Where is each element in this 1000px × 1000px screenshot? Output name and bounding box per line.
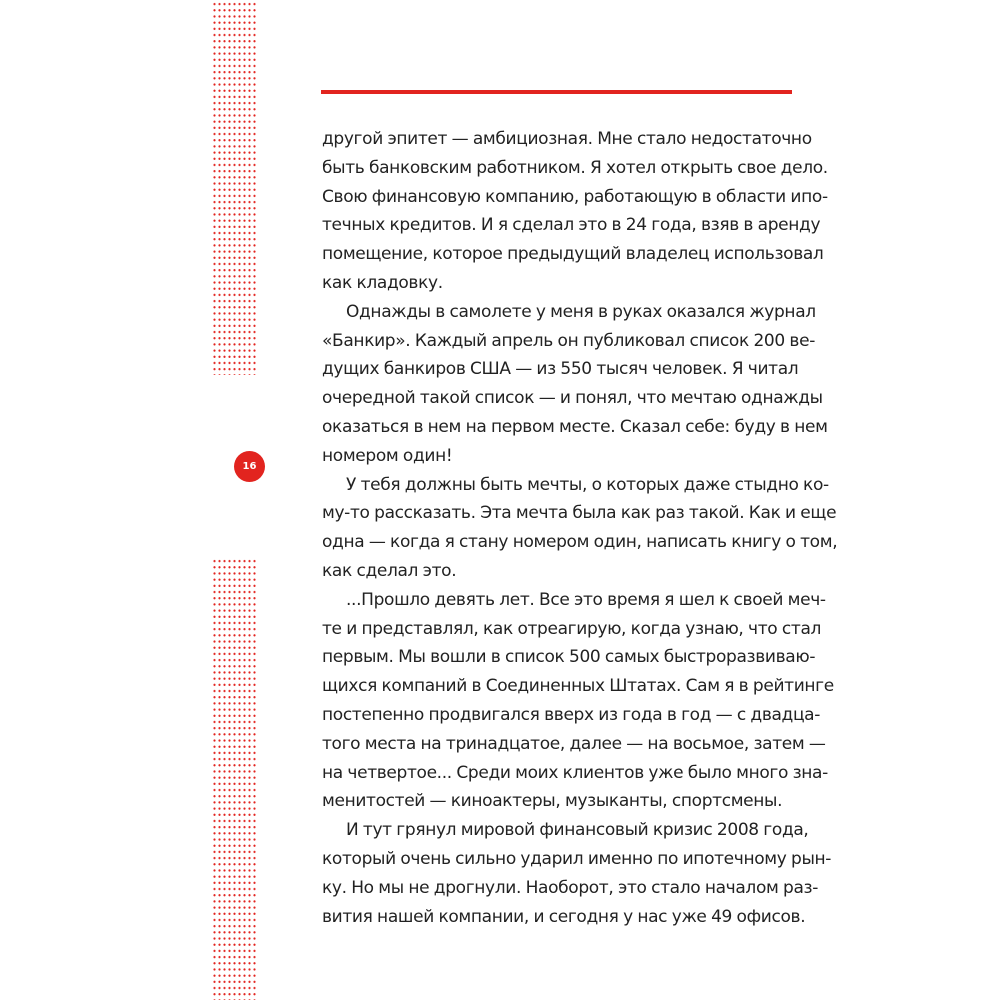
text-line: другой эпитет — амбициозная. Мне стало недостаточно <box>322 129 812 149</box>
paragraph <box>322 125 828 298</box>
text-line: номером один! <box>322 445 453 466</box>
header-rule <box>321 90 792 94</box>
text-line: который очень сильно ударил именно по ипотечному рын- <box>322 848 832 869</box>
text-line: как сделал это. <box>322 560 457 581</box>
page-number-badge: 16 <box>234 451 265 482</box>
body-text <box>322 125 838 931</box>
text-line: помещение, которое предыдущий владелец использовал <box>322 244 824 265</box>
text-line: как кладовку. <box>322 272 443 293</box>
text-line: того места на тринадцатое, далее — на восьмое, затем — <box>322 733 826 754</box>
text-line: быть банковским работником. Я хотел открыть свое дело. <box>322 157 828 178</box>
paragraph <box>322 586 834 816</box>
text-line: менитостей — киноактеры, музыканты, спортсмены. <box>322 791 783 812</box>
text-line: ...Прошло девять лет. Все это время я шел к своей меч- <box>346 589 826 610</box>
paragraph <box>322 816 832 931</box>
text-line: И тут грянул мировой финансовый кризис 2008 года, <box>346 820 809 841</box>
text-line: постепенно продвигался вверх из года в год — с двадца- <box>322 704 821 725</box>
text-line: первым. Мы вошли в список 500 самых быстроразвиваю- <box>322 647 816 668</box>
text-line: У тебя должны быть мечты, о которых даже стыдно ко- <box>346 474 829 495</box>
text-line: Свою финансовую компанию, работающую в области ипо- <box>322 186 828 207</box>
text-line: му-то рассказать. Эта мечта была как раз такой. Как и еще <box>322 503 837 524</box>
paragraph <box>322 298 828 471</box>
text-line: очередной такой список — и понял, что мечтаю однажды <box>322 388 823 409</box>
text-line: щихся компаний в Соединенных Штатах. Сам я в рейтинге <box>322 676 834 697</box>
paragraph <box>322 471 838 586</box>
text-line: одна — когда я стану номером один, написать книгу о том, <box>322 532 838 553</box>
decorative-dot-pattern-bottom <box>212 557 258 1000</box>
text-line: течных кредитов. И я сделал это в 24 года, взяв в аренду <box>322 215 821 236</box>
text-line: Однажды в самолете у меня в руках оказался журнал <box>346 301 816 322</box>
text-line: оказаться в нем на первом месте. Сказал себе: буду в нем <box>322 416 828 437</box>
decorative-dot-pattern-top <box>212 0 258 375</box>
text-line: на четвертое... Среди моих клиентов уже было много зна- <box>322 762 828 783</box>
text-line: «Банкир». Каждый апрель он публиковал список 200 ве- <box>322 330 815 351</box>
text-line: вития нашей компании, и сегодня у нас уже 49 офисов. <box>322 906 806 927</box>
text-line: ку. Но мы не дрогнули. Наоборот, это стало началом раз- <box>322 877 819 898</box>
text-line: те и представлял, как отреагирую, когда узнаю, что стал <box>322 618 822 639</box>
text-line: дущих банкиров США — из 550 тысяч человек. Я читал <box>322 359 799 380</box>
